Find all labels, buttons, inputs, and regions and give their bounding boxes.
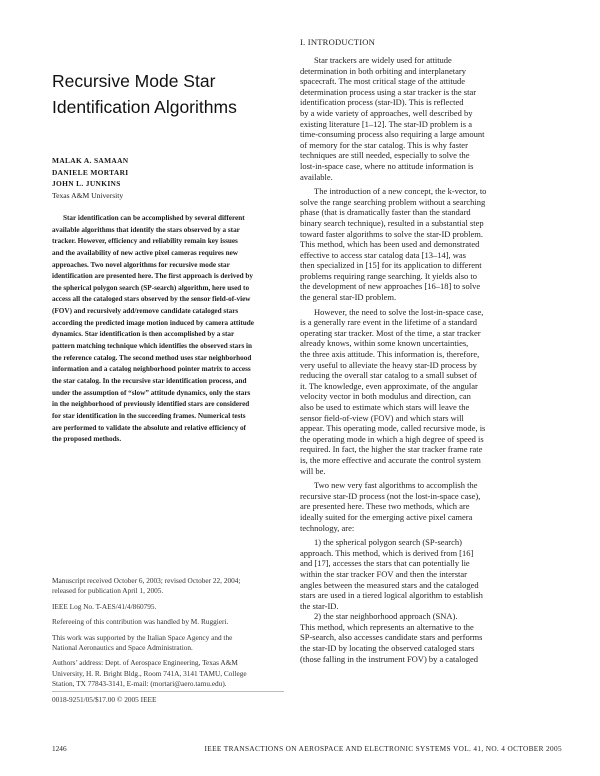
section-heading: I. INTRODUCTION (300, 37, 376, 47)
body-line: is a generally rare event in the lifetime of a standard (300, 317, 478, 328)
body-line: identification process (star-ID). This is reflected (300, 97, 464, 108)
title-line: Identification Algorithms (52, 97, 237, 117)
body-line: velocity vector in both modulus and direction, can (300, 391, 471, 402)
body-line: the general star-ID problem. (300, 292, 397, 303)
body-line: 1) the spherical polygon search (SP-search) (314, 537, 462, 548)
body-line: also be used to estimate which stars will leave the (300, 402, 470, 412)
body-line: Two new very fast algorithms to accomplish the (314, 480, 478, 491)
abstract-line: pattern matching technique which identifies the observed stars in (52, 342, 253, 351)
abstract-line: the reference catalog. The second method uses star neighborhood (52, 353, 252, 362)
body-text (300, 55, 562, 664)
abstract-line: (FOV) and recursively add/remove candidate cataloged stars (52, 307, 239, 316)
note-paragraph (52, 658, 284, 689)
body-line: within the star tracker FOV and then the interstar (300, 568, 467, 579)
note-paragraph (52, 617, 284, 627)
body-line: ideally suited for the emerging active pixel camera (300, 511, 473, 522)
body-line: technology, are: (300, 522, 355, 533)
body-line: solve the range searching problem without a searching (300, 196, 486, 207)
body-line: reducing the overall star catalog to a small subset of (300, 370, 477, 381)
body-line: determination in both orbiting and interplanetary (300, 65, 466, 76)
abstract-line: available algorithms that identify the stars observed by a star (52, 225, 240, 234)
body-line: phase (that is dramatically faster than the standard (300, 207, 471, 218)
abstract-line: identification are presented here. The first approach is derived by (52, 272, 253, 281)
body-line: determination process using a star tracker is the star (300, 86, 477, 97)
abstract-line: for star identification in the succeeding frames. Numerical tests (52, 411, 246, 420)
note-line: released for publication April 1, 2005. (52, 586, 164, 596)
body-line: appear. This operating mode, called recursive mode, is (300, 423, 486, 434)
body-line: the star-ID by locating the observed cataloged stars (300, 643, 475, 654)
abstract-line: in the neighborhood of previously identified stars are considered (52, 400, 250, 409)
abstract-line: tracker. However, efficiency and reliability remain key issues (52, 237, 238, 246)
body-line: existing literature [1–12]. The star-ID problem is a (300, 118, 472, 129)
body-line: and [17], accesses the stars that can potentially lie (300, 558, 470, 569)
body-line: of memory for the star catalog. This is why faster (300, 139, 468, 150)
author-affiliation: Texas A&M University (52, 190, 124, 200)
body-line: time-consuming process also requiring a large amount (300, 129, 485, 140)
body-line: toward faster algorithms to solve the star-ID problem. (300, 228, 484, 239)
body-line: recursive star-ID process (not the lost-in-space case), (300, 490, 481, 501)
body-line: techniques are still needed, especially to solve the (300, 150, 470, 161)
note-line: National Aeronautics and Space Administration. (52, 643, 193, 653)
body-line: stars are used in a tiered logical algorithm to establish (300, 590, 483, 601)
note-line: This work was supported by the Italian Space Agency and the (52, 632, 233, 642)
body-line: (those falling in the instrument FOV) by a cataloged (300, 653, 478, 664)
author-block (52, 155, 282, 201)
body-line: 2) the star neighborhood approach (SNA). (314, 611, 458, 622)
author-name: MALAK A. SAMAAN (52, 156, 129, 165)
page-number: 1246 (52, 744, 67, 753)
abstract-line: dynamics. Star identification is then accomplished by a star (52, 330, 235, 339)
note-line: University, H. R. Bright Bldg., Room 741A, 3141 TAMU, College (52, 668, 247, 678)
title-line: Recursive Mode Star (52, 71, 216, 91)
abstract-line: and the availability of new active pixel cameras requires new (52, 248, 238, 257)
body-line: problems requiring range searching. It yields also to (300, 270, 478, 281)
body-line: the star-ID. (300, 600, 339, 611)
abstract-line: information and a catalog neighborhood pointer matrix to access (52, 365, 251, 374)
body-line: angles between the measured stars and the cataloged (300, 579, 479, 590)
body-line: operating star tracker. Most of the time, a star tracker (300, 327, 481, 338)
body-line: spacecraft. The most critical stage of the attitude (300, 76, 466, 87)
abstract-line: Star identification can be accomplished by several different (63, 214, 245, 222)
abstract-line: access all the cataloged stars observed by the sensor field-of-view (52, 295, 251, 304)
abstract-line: according the predicted image motion induced by camera attitude (52, 318, 254, 327)
body-line: are presented here. These two methods, which are (300, 501, 470, 512)
body-line: Star trackers are widely used for attitude (314, 55, 452, 65)
body-line: The introduction of a new concept, the k-vector, to (314, 186, 487, 197)
abstract-line: the proposed methods. (52, 435, 122, 444)
body-line: will be. (300, 465, 326, 476)
note-paragraph (52, 576, 284, 597)
body-line: This method, which has been used and demonstrated (300, 239, 480, 250)
body-line: effective to access star catalog data [13–14], was (300, 249, 466, 260)
abstract-line: the star catalog. In the recursive star identification process, and (52, 376, 247, 385)
body-line: This method, which represents an alternative to the (300, 621, 474, 632)
body-line: required. In fact, the higher the star tracker frame rate (300, 444, 483, 455)
body-line: available. (300, 171, 333, 182)
abstract-line: approaches. Two novel algorithms for recursive mode star (52, 260, 230, 269)
body-line: binary search technique), resulted in a substantial step (300, 217, 484, 228)
body-line: it. The knowledge, even approximate, of the angular (300, 380, 478, 391)
body-line: the development of new approaches [16–18] to solve (300, 281, 481, 292)
body-line: very useful to alleviate the heavy star-ID process by (300, 359, 477, 370)
note-line: Refereeing of this contribution was handled by M. Ruggieri. (52, 617, 229, 627)
abstract (52, 213, 281, 446)
abstract-line: are performed to validate the absolute and relative efficiency of (52, 423, 246, 432)
body-line: then specialized in [15] for its application to different (300, 260, 482, 271)
note-paragraph (52, 633, 284, 654)
page-footer (52, 744, 562, 756)
body-line: the operating mode in which a high degree of speed is (300, 433, 484, 444)
copyright-line: 0018-9251/05/$17.00 © 2005 IEEE (52, 695, 157, 704)
note-paragraph (52, 602, 284, 612)
body-line: SP-search, also accesses candidate stars and performs (300, 632, 483, 643)
body-line: approach. This method, which is derived from [16] (300, 547, 474, 558)
body-line: is, the more effective and accurate the control system (300, 454, 481, 465)
body-line: already knows, within some known uncertainties, (300, 338, 469, 349)
body-line: by a wide variety of approaches, well described by (300, 107, 473, 118)
manuscript-notes (52, 576, 284, 695)
copyright-divider (52, 691, 284, 692)
paper-title (52, 68, 272, 120)
body-line: However, the need to solve the lost-in-space case, (314, 306, 484, 317)
body-line: the three axis attitude. This information is, therefore, (300, 349, 480, 360)
note-line: IEEE Log No. T-AES/41/4/860795. (52, 601, 157, 611)
author-name: DANIELE MORTARI (52, 167, 129, 177)
body-line: lost-in-space case, where no attitude information is (300, 160, 474, 171)
author-name: JOHN L. JUNKINS (52, 179, 121, 189)
journal-running-footer: IEEE TRANSACTIONS ON AEROSPACE AND ELECTRONIC SYSTEMS VOL. 41, NO. 4 OCTOBER 2005 (204, 744, 562, 753)
abstract-line: under the assumption of “slow” attitude dynamics, only the stars (52, 388, 251, 397)
abstract-line: the spherical polygon search (SP-search) algorithm, here used to (52, 283, 250, 292)
note-line: Manuscript received October 6, 2003; revised October 22, 2004; (52, 576, 241, 585)
note-line: Station, TX 77843-3141, E-mail: (mortari@aero.tamu.edu). (52, 679, 227, 689)
note-line: Authors’ address: Dept. of Aerospace Engineering, Texas A&M (52, 658, 238, 668)
body-line: sensor field-of-view (FOV) and which stars will (300, 412, 464, 423)
